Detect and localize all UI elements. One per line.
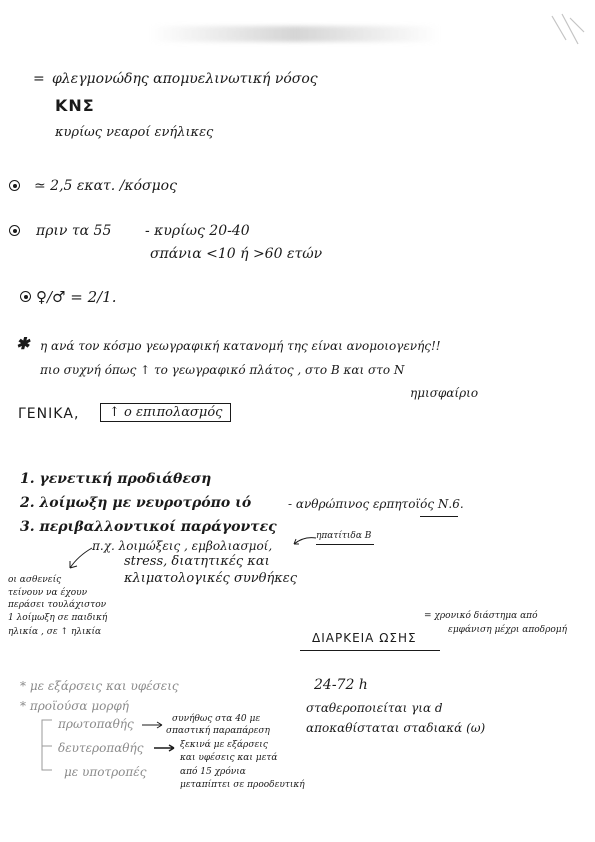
cause-item-2: 2. λοίμωξη με νευροτρόπο ιό	[20, 495, 252, 511]
general-boxed-note: ↑ ο επιπολασμός	[100, 403, 231, 422]
cause-item-3: 3. περιβαλλοντικοί παράγοντες	[20, 519, 277, 535]
geography-line-1: η ανά τον κόσμο γεωγραφική κατανομή της είναι ανομοιογενής!!	[40, 339, 441, 353]
underline	[316, 544, 374, 545]
side-note-line-4: 1 λοίμωξη σε παιδική	[8, 613, 108, 623]
arrow-icon	[152, 743, 178, 753]
sex-ratio-text: ♀/♂ = 2/1.	[36, 288, 117, 306]
circled-bullet-icon	[20, 291, 31, 302]
definition-line-2: ΚΝΣ	[55, 96, 95, 115]
general-label: ΓΕΝΙΚΑ,	[18, 406, 80, 422]
circled-bullet-icon	[9, 180, 20, 191]
relapsing-form: με υποτροπές	[64, 765, 147, 779]
hepatitis-note: ηπατίτιδα Β	[316, 531, 372, 541]
bracket-icon	[38, 716, 56, 774]
underline	[420, 516, 458, 517]
duration-note-line-1: = χρονικό διάστημα από	[424, 611, 538, 621]
age-before-text: πριν τα 55	[36, 223, 112, 239]
age-mainly-text: - κυρίως 20-40	[145, 223, 250, 239]
prevalence-text: ≃ 2,5 εκατ. /κόσμος	[34, 178, 177, 194]
example-line-1: π.χ. λοιμώξεις , εμβολιασμοί,	[92, 539, 273, 553]
recovery-text: αποκαθίσταται σταδιακά (ω)	[306, 721, 486, 735]
arrow-icon	[66, 546, 96, 572]
asterisk-icon: ✱	[16, 334, 30, 353]
scan-smudge	[150, 26, 440, 42]
underline	[300, 650, 440, 651]
circled-bullet-icon	[9, 225, 20, 236]
cause-item-2-note: - ανθρώπινος ερπητοϊός Ν.6.	[288, 497, 464, 511]
cause-item-1: 1. γενετική προδιάθεση	[20, 471, 212, 487]
duration-note-line-2: εμφάνιση μέχρι αποδρομή	[448, 625, 568, 635]
side-note-line-5: ηλικία , σε ↑ ηλικία	[8, 627, 102, 637]
arrow-icon	[290, 534, 318, 548]
secondary-form: δευτεροπαθής	[58, 741, 144, 755]
remissions-form: * με εξάρσεις και υφέσεις	[20, 679, 179, 693]
corner-scribble-icon	[548, 10, 588, 50]
equals-sign: =	[33, 71, 45, 87]
geography-line-3: ημισφαίριο	[410, 386, 479, 400]
primary-note-2: σπαστική παραπάρεση	[166, 726, 270, 736]
secondary-note-4: μεταπίπτει σε προοδευτική	[180, 780, 305, 790]
secondary-note-1: ξεκινά με εξάρσεις	[180, 740, 268, 750]
arrow-icon	[140, 720, 166, 730]
geography-line-2: πιο συχνή όπως ↑ το γεωγραφικό πλάτος , στο Β και στο Ν	[40, 363, 405, 377]
progressive-form: * προϊούσα μορφή	[20, 699, 129, 713]
secondary-note-2: και υφέσεις και μετά	[180, 753, 278, 763]
side-note-line-2: τείνουν να έχουν	[8, 588, 88, 598]
side-note-line-1: οι ασθενείς	[8, 575, 62, 585]
age-rare-text: σπάνια <10 ή >60 ετών	[150, 246, 323, 262]
side-note-line-3: περάσει τουλάχιστον	[8, 600, 107, 610]
definition-line-3: κυρίως νεαροί ενήλικες	[55, 125, 214, 140]
example-line-2: stress, διατητικές και	[124, 554, 270, 569]
secondary-note-3: από 15 χρόνια	[180, 767, 246, 777]
primary-form: πρωτοπαθής	[58, 717, 134, 731]
stabilizes-text: σταθεροποιείται για d	[306, 701, 443, 715]
primary-note-1: συνήθως στα 40 με	[172, 714, 261, 724]
duration-value: 24-72 h	[314, 677, 368, 693]
definition-line-1: φλεγμονώδης απομυελινωτική νόσος	[52, 71, 318, 87]
duration-title: ΔΙΑΡΚΕΙΑ ΩΣΗΣ	[312, 631, 417, 645]
example-line-3: κλιματολογικές συνθήκες	[124, 571, 298, 586]
